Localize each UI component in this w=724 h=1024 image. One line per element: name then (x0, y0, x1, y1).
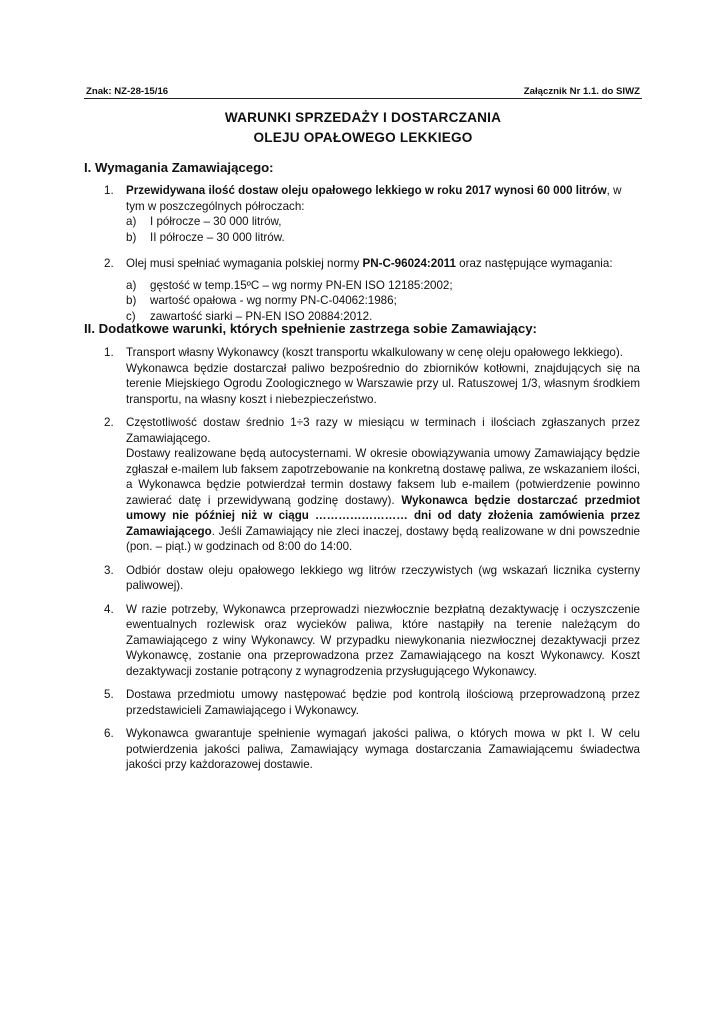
section-2-item-1 (104, 345, 640, 407)
section-2-item-3 (104, 563, 640, 594)
item-number: 2. (104, 257, 114, 270)
item-number: 6. (104, 727, 114, 740)
item-paragraph: W razie potrzeby, Wykonawca przeprowadzi niezwłocznie bezpłatną dezaktywację i oczyszczenie ewentualnych rozlewisk oraz wycieków paliwa, które nastąpiły na terenie należącym do Zamawiającego z winy Wykonawcy. W przypadku niewykonania niezwłocznej dezaktywacji przez Wykonawcę, zostanie ona przeprowadzona przez Zamawiającego na koszt Wykonawcy. Koszt dezaktywacji zostanie potrącony z wynagrodzenia przysługującego Wykonawcy. (126, 602, 640, 678)
item-number: 2. (104, 416, 114, 429)
title-line-1: WARUNKI SPRZEDAŻY I DOSTARCZANIA (224, 110, 502, 125)
sub-text: wartość opałowa - wg normy PN-C-04062:1986; (150, 294, 397, 307)
delivery-deadline-text: Wykonawca będzie dostarczać przedmiot umowy nie później niż w ciągu …………………… dni od daty złożenia zamówienia przez Zamawiającego (126, 493, 640, 538)
sub-text: zawartość siarki – PN-EN ISO 20884:2012. (150, 309, 373, 323)
item-number: 5. (104, 688, 114, 701)
sub-letter: a) (126, 278, 137, 292)
sub-letter: a) (126, 215, 137, 228)
item-paragraph: Dostawa przedmiotu umowy następować będzie pod kontrolą ilościową przeprowadzoną przez przedstawicieli Zamawiającego i Wykonawcy. (126, 688, 640, 717)
section-2-content (104, 345, 640, 773)
document-title (84, 108, 642, 148)
section-2-item-4 (104, 602, 640, 680)
item-number: 3. (104, 563, 114, 577)
norm-code: PN-C-96024:2011 (362, 257, 456, 270)
item-text: . Jeśli Zamawiający nie zleci inaczej, dostawy będą realizowane w dni powszednie (pon. – piąt.) w godzinach od 8:00 do 14:00. (126, 524, 640, 553)
item-paragraph: Odbiór dostaw oleju opałowego lekkiego wg litrów rzeczywistych (wg wskazań licznika cysterny paliwowej). (126, 563, 640, 592)
item-text: oraz następujące wymagania: (455, 257, 613, 270)
section-1-item-1 (104, 183, 640, 245)
item-paragraph: Częstotliwość dostaw średnio 1÷3 razy w miesiącu w terminach i ilościach zgłaszanych przez Zamawiającego. (126, 416, 640, 445)
item-bold-text: Przewidywana ilość dostaw oleju opałowego lekkiego w roku 2017 wynosi 60 000 litrów (126, 184, 607, 197)
item-paragraph: Transport własny Wykonawcy (koszt transportu wkalkulowany w cenę oleju opałowego lekkiego). (126, 346, 623, 359)
item-paragraph: Wykonawca gwarantuje spełnienie wymagań jakości paliwa, o których mowa w pkt I. W celu potwierdzenia jakości paliwa, Zamawiający wymaga dostarczania Zamawiającemu świadectwa jakości przy każdorazowej dostawie. (126, 727, 640, 771)
sub-item-b (126, 293, 640, 309)
section-2-item-5 (104, 687, 640, 718)
section-1-heading: I. Wymagania Zamawiającego: (84, 160, 274, 175)
item-text: Olej musi spełniać wymagania polskiej normy (126, 257, 363, 270)
attachment-label: Załącznik Nr 1.1. do SIWZ (523, 86, 640, 97)
sub-letter: b) (126, 294, 137, 307)
title-line-2: OLEJU OPAŁOWEGO LEKKIEGO (253, 130, 473, 145)
reference-number: Znak: NZ-28-15/16 (86, 86, 169, 97)
item-text: Dostawy realizowane będą autocysternami. W okresie obowiązywania umowy Zamawiający będzie zgłaszał e-mailem lub faksem zapotrzebowanie na konkretną dostawę paliwa, ze wskazaniem ilości, a Wykonawca będzie potwierdzał termin dostawy faksem lub e-mailem (potwierdzenie powinno zawierać datę i przewidywaną godzinę dostawy). (126, 447, 640, 507)
item-paragraph: Wykonawca będzie dostarczał paliwo bezpośrednio do zbiorników kotłowni, znajdujących się na terenie Miejskiego Ogrodu Zoologicznego w Warszawie przy ul. Ratuszowej 1/3, własnym środkiem transportu, na własny koszt i niebezpieczeństwo. (126, 361, 640, 406)
item-number: 1. (104, 184, 114, 197)
sub-text: I półrocze – 30 000 litrów, (150, 215, 282, 228)
sub-item-b (126, 230, 640, 246)
item-text: , w tym w poszczególnych półroczach: (126, 184, 622, 213)
sub-item-a (126, 214, 640, 230)
sub-item-a (126, 278, 640, 294)
sub-letter: b) (126, 230, 137, 244)
item-number: 4. (104, 602, 114, 616)
sub-text: gęstość w temp.15ºC – wg normy PN-EN ISO 12185:2002; (150, 278, 453, 292)
section-1-content (104, 183, 640, 324)
section-2-item-6 (104, 726, 640, 773)
sub-letter: c) (126, 309, 136, 323)
sub-text: II półrocze – 30 000 litrów. (150, 230, 285, 244)
section-2-item-2 (104, 415, 640, 555)
item-number: 1. (104, 346, 114, 359)
section-2-heading: II. Dodatkowe warunki, których spełnienie zastrzega sobie Zamawiający: (84, 321, 537, 336)
section-1-item-2 (104, 256, 640, 324)
header-divider (84, 98, 642, 99)
